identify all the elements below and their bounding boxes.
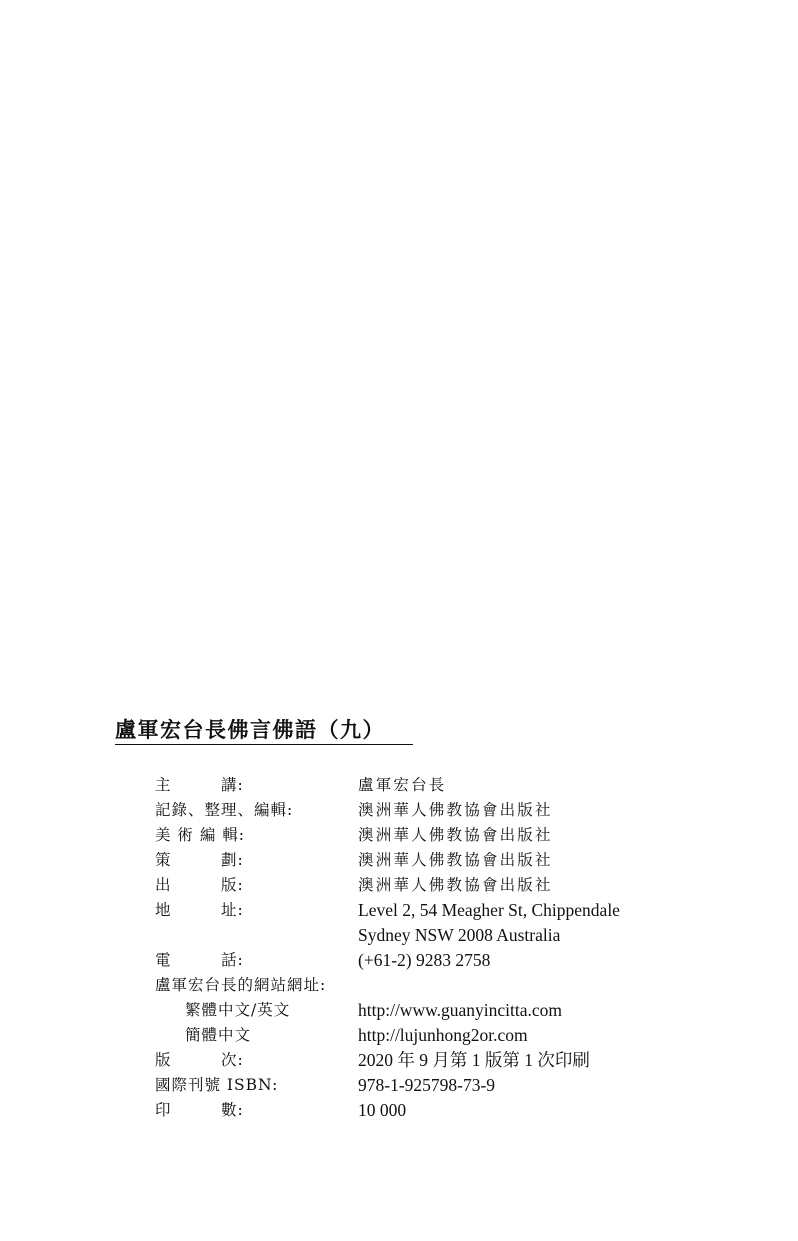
info-row-isbn <box>155 1073 695 1098</box>
publisher-label: 出 版: <box>155 876 244 894</box>
info-row-publisher <box>155 873 695 898</box>
info-row-website-traditional <box>155 998 695 1023</box>
art-editor-value: 澳洲華人佛教協會出版社 <box>358 826 553 844</box>
info-row-website-heading <box>155 973 695 998</box>
planning-value: 澳洲華人佛教協會出版社 <box>358 851 553 869</box>
speaker-label: 主 講: <box>155 776 244 794</box>
info-row-edition <box>155 1048 695 1073</box>
info-row-address-2 <box>155 923 695 948</box>
info-row-art-editor <box>155 823 695 848</box>
info-row-website-simplified <box>155 1023 695 1048</box>
isbn-label: 國際刊號 ISBN: <box>155 1076 279 1094</box>
website-traditional-link[interactable]: http://www.guanyincitta.com <box>358 1000 562 1020</box>
website-heading-label: 盧軍宏台長的網站網址: <box>155 976 327 994</box>
book-title: 盧軍宏台長佛言佛語（九） <box>115 716 413 745</box>
art-editor-label: 美 術 編 輯: <box>155 826 246 844</box>
publisher-value: 澳洲華人佛教協會出版社 <box>358 876 553 894</box>
planning-label: 策 劃: <box>155 851 244 869</box>
editing-label: 記錄、整理、編輯: <box>155 801 294 819</box>
info-row-planning <box>155 848 695 873</box>
info-row-speaker <box>155 773 695 798</box>
print-run-label: 印 數: <box>155 1101 244 1119</box>
address-line-1: Level 2, 54 Meagher St, Chippendale <box>358 900 620 920</box>
print-run-value: 10 000 <box>358 1100 407 1120</box>
info-row-print-run <box>155 1098 695 1123</box>
isbn-value: 978-1-925798-73-9 <box>358 1075 496 1095</box>
speaker-value: 盧軍宏台長 <box>358 776 447 794</box>
edition-label: 版 次: <box>155 1051 244 1069</box>
info-row-phone <box>155 948 695 973</box>
website-simplified-label: 簡體中文 <box>185 1026 252 1044</box>
info-row-editing <box>155 798 695 823</box>
info-row-address <box>155 898 695 923</box>
edition-value: 2020 年 9 月第 1 版第 1 次印刷 <box>358 1050 590 1070</box>
address-label: 地 址: <box>155 901 244 919</box>
address-line-2: Sydney NSW 2008 Australia <box>358 925 561 945</box>
editing-value: 澳洲華人佛教協會出版社 <box>358 801 553 819</box>
phone-label: 電 話: <box>155 951 244 969</box>
phone-value: (+61-2) 9283 2758 <box>358 950 491 970</box>
website-simplified-link[interactable]: http://lujunhong2or.com <box>358 1025 528 1045</box>
publication-info <box>155 773 695 1123</box>
website-traditional-label: 繁體中文/英文 <box>185 1001 291 1019</box>
